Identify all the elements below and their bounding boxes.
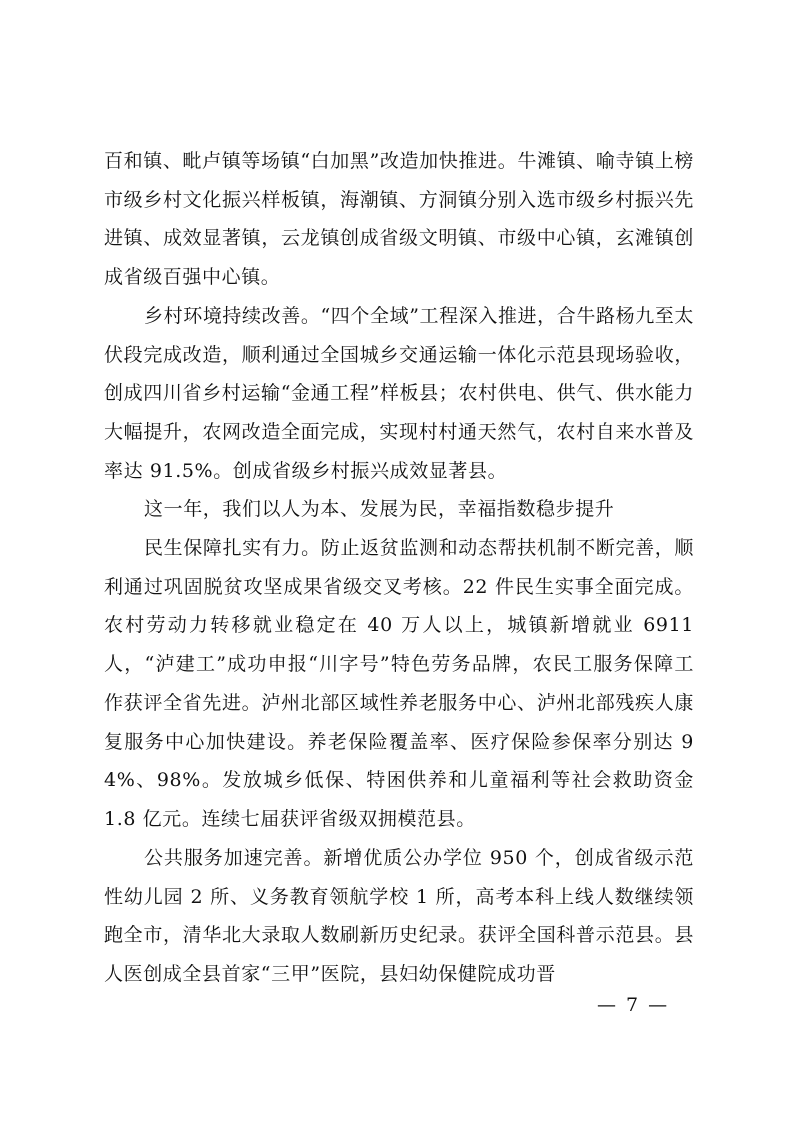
paragraph-town-renovation: 百和镇、毗卢镇等场镇“白加黑”改造加快推进。牛滩镇、喻寺镇上榜市级乡村文化振兴样板镇，海潮镇、方洞镇分别入选市级乡村振兴先进镇、成效显著镇，云龙镇创成省级文明镇、市级中心镇，玄滩镇创成省级百强中心镇。 xyxy=(104,150,694,289)
paragraph-public-services: 公共服务加速完善。新增优质公办学位 950 个，创成省级示范性幼儿园 2 所、义务教育领航学校 1 所，高考本科上线人数继续领跑全市，清华北大录取人数刷新历史纪录。获评全国科普示范县。县人医创成全县首家“三甲”医院，县妇幼保健院成功晋 xyxy=(104,847,694,986)
paragraph-rural-environment: 乡村环境持续改善。“四个全域”工程深入推进，合牛路杨九至太伏段完成改造，顺利通过全国城乡交通运输一体化示范县现场验收，创成四川省乡村运输“金通工程”样板县；农村供电、供气、供水能力大幅提升，农网改造全面完成，实现村村通天然气，农村自来水普及率达 91.5%。创成省级乡村振兴成效显著县。 xyxy=(104,305,694,482)
page-number: — 7 — xyxy=(597,994,670,1016)
paragraph-livelihood-security: 民生保障扎实有力。防止返贫监测和动态帮扶机制不断完善，顺利通过巩固脱贫攻坚成果省级交叉考核。22 件民生实事全面完成。农村劳动力转移就业稳定在 40 万人以上，城镇新增就业 6911 人，“泸建工”成功申报“川字号”特色劳务品牌，农民工服务保障工作获评全省先进。泸州北部区域性养老服务中心、泸州北部残疾人康复服务中心加快建设。养老保险覆盖率、医疗保险参保率分别达 94%、98%。发放城乡低保、特困供养和儿童福利等社会救助资金 1.8 亿元。连续七届获评省级双拥模范县。 xyxy=(104,537,694,830)
section-heading-wellbeing: 这一年，我们以人为本、发展为民，幸福指数稳步提升 xyxy=(144,498,615,520)
